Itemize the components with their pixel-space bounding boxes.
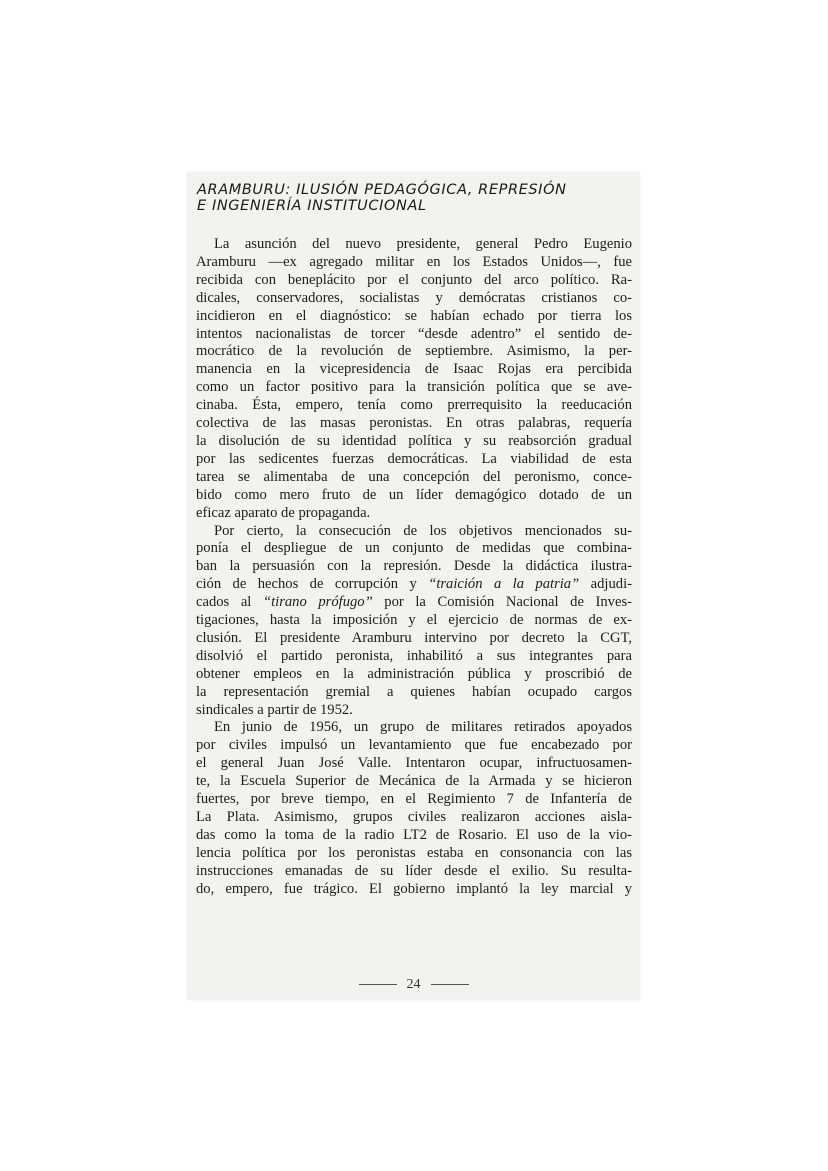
footer-rule-right: [431, 984, 469, 985]
footer-rule-left: [359, 984, 397, 985]
text-line: incidieron en el diagnóstico: se habían echado por tierra los: [196, 307, 632, 324]
text-line: tigaciones, hasta la imposición y el ejercicio de normas de ex-: [196, 612, 632, 629]
text-line: la disolución de su identidad política y su reabsorción gradual: [196, 432, 632, 449]
text-line: tarea se alimentaba de una concepción del peronismo, conce-: [196, 468, 632, 485]
text-line: obtener empleos en la administración pública y proscribió de: [196, 665, 632, 682]
text-line: fuertes, por breve tiempo, en el Regimiento 7 de Infantería de: [196, 791, 632, 808]
text-line: [196, 594, 632, 612]
italic-quote: “tirano prófugo”: [262, 594, 373, 611]
text-line: recibida con beneplácito por el conjunto del arco político. Ra-: [196, 271, 632, 288]
heading-line-2: E INGENIERÍA INSTITUCIONAL: [197, 198, 427, 214]
text-line: dicales, conservadores, socialistas y demócratas cristianos co-: [196, 289, 632, 306]
text-run: ción de hechos de corrupción y: [196, 576, 429, 593]
text-line: eficaz aparato de propaganda.: [196, 504, 371, 521]
text-line: por civiles impulsó un levantamiento que fue encabezado por: [196, 737, 632, 754]
text-line: intentos nacionalistas de torcer “desde adentro” el sentido de-: [196, 325, 632, 342]
text-line: La asunción del nuevo presidente, general Pedro Eugenio: [214, 236, 632, 252]
italic-quote: “traición a la patria”: [428, 576, 580, 593]
text-run: cados al: [196, 594, 263, 611]
text-line: bido como mero fruto de un líder demagógico dotado de un: [196, 486, 632, 503]
text-line: ban la persuasión con la represión. Desde la didáctica ilustra-: [196, 558, 632, 575]
text-line: el general Juan José Valle. Intentaron ocupar, infructuosamen-: [196, 755, 632, 772]
text-line: mocrático de la revolución de septiembre. Asimismo, la per-: [196, 343, 632, 360]
page-footer: [187, 977, 640, 993]
heading-line-1: ARAMBURU: ILUSIÓN PEDAGÓGICA, REPRESIÓN: [197, 182, 567, 198]
text-line: disolvió el partido peronista, inhabilitó a sus integrantes para: [196, 647, 632, 664]
text-run: adjudi-: [579, 576, 632, 593]
text-line: instrucciones emanadas de su líder desde el exilio. Su resulta-: [196, 862, 632, 879]
page-number: 24: [406, 977, 421, 992]
paragraph-2: [196, 523, 632, 720]
text-line: manencia en la vicepresidencia de Isaac Rojas era percibida: [196, 361, 632, 378]
text-line: clusión. El presidente Aramburu intervino por decreto la CGT,: [196, 629, 632, 646]
paragraph-3: [196, 719, 632, 898]
text-line: sindicales a partir de 1952.: [196, 701, 353, 718]
text-run: por la Comisión Nacional de Inves-: [372, 594, 632, 611]
text-line: ponía el despliegue de un conjunto de medidas que combina-: [196, 540, 632, 557]
text-line: do, empero, fue trágico. El gobierno implantó la ley marcial y: [196, 880, 632, 897]
text-line: Por cierto, la consecución de los objetivos mencionados su-: [214, 522, 632, 539]
text-line: En junio de 1956, un grupo de militares retirados apoyados: [214, 719, 632, 736]
text-line: la representación gremial a quienes habían ocupado cargos: [196, 683, 632, 700]
paragraph-1: [196, 236, 632, 523]
text-line: como un factor positivo para la transición política que se ave-: [196, 379, 632, 396]
text-line: colectiva de las masas peronistas. En otras palabras, requería: [196, 415, 632, 432]
text-line: [196, 576, 632, 594]
body-text: [196, 236, 632, 899]
text-line: por las sedicentes fuerzas democráticas. La viabilidad de esta: [196, 450, 632, 467]
chapter-heading: [197, 182, 627, 214]
book-page: [187, 172, 640, 1000]
text-line: cinaba. Ésta, empero, tenía como prerrequisito la reeducación: [196, 397, 632, 414]
text-line: das como la toma de la radio LT2 de Rosario. El uso de la vio-: [196, 826, 632, 843]
text-line: lencia política por los peronistas estaba en consonancia con las: [196, 844, 632, 861]
text-line: Aramburu —ex agregado militar en los Estados Unidos—, fue: [196, 253, 632, 270]
text-line: te, la Escuela Superior de Mecánica de la Armada y se hicieron: [196, 773, 632, 790]
text-line: La Plata. Asimismo, grupos civiles realizaron acciones aisla-: [196, 809, 632, 825]
